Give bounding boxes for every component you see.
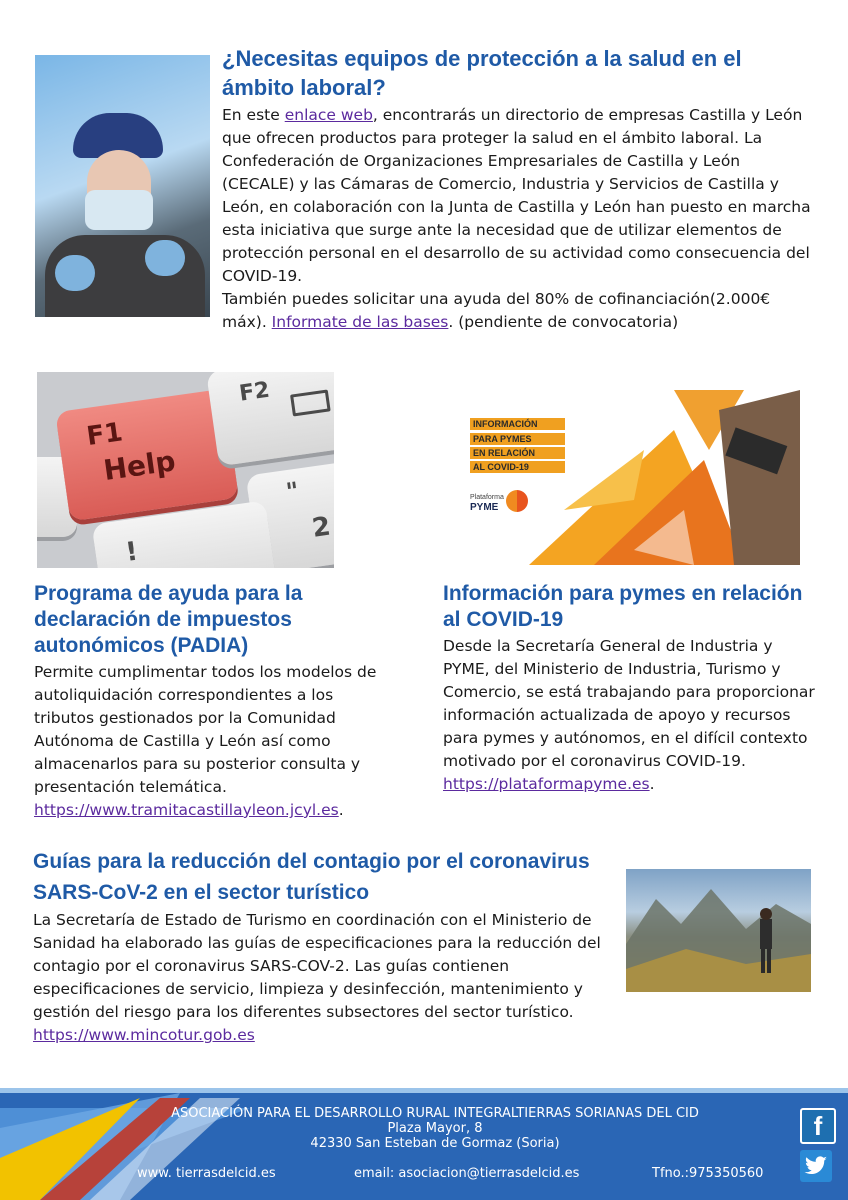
- section-tourism-guides: [33, 846, 618, 1047]
- doctor-photo: [35, 55, 210, 317]
- section-ppe-aid-paragraph: También puedes solicitar una ayuda del 80% de cofinanciación(2.000€ máx). Informate de las bases. (pendiente de convocatoria): [222, 290, 771, 331]
- footer-email[interactable]: email: asociacion@tierrasdelcid.es: [354, 1166, 580, 1181]
- footer-address-line2: 42330 San Esteban de Gormaz (Soria): [310, 1136, 560, 1151]
- facebook-icon[interactable]: f: [800, 1108, 836, 1144]
- section-ppe: [222, 44, 817, 334]
- hiker-mountain-photo: [626, 869, 811, 992]
- section-tourism-title: Guías para la reducción del contagio por el coronavirus SARS-CoV-2 en el sector turístico: [33, 850, 590, 904]
- pyme-covid-graphic: INFORMACIÓN PARA PYMES EN RELACIÓN AL COVID-19 Plataforma PYME: [444, 390, 800, 565]
- section-padia-title: Programa de ayuda para la declaración de impuestos autonómicos (PADIA): [34, 582, 303, 657]
- footer-banner: [0, 1088, 848, 1200]
- section-tourism-paragraph: La Secretaría de Estado de Turismo en coordinación con el Ministerio de Sanidad ha elaborado las guías de especificaciones para la reducción del contagio por el coronavirus SARS-COV-2. Las guías contienen especificaciones de servicio, limpieza y desinfección, mantenimiento y gestión del riesgo para los diferentes subsectores del sector turístico. https://www.mincotur.gob.es: [33, 911, 601, 1044]
- section-ppe-paragraph: En este enlace web, encontrarás un directorio de empresas Castilla y León que ofrecen productos para proteger la salud en el ámbito laboral. La Confederación de Organizaciones Empresariales de Castilla y León (CECALE) y las Cámaras de Comercio, Industria y Servicios de Castilla y León, en colaboración con la Junta de Castilla y León han puesto en marcha esta iniciativa que surge ante la necesidad que de utilizar elementos de protección personal en el desarrollo de su actividad como consecuencia del COVID-19.: [222, 106, 811, 285]
- section-ppe-title: ¿Necesitas equipos de protección a la salud en el ámbito laboral?: [222, 46, 742, 100]
- section-pymes-title: Información para pymes en relación al COVID-19: [443, 582, 803, 631]
- keyboard-help-photo: F1 Help F2 " ! 2: [37, 372, 334, 568]
- footer-phone: Tfno.:975350560: [652, 1166, 764, 1181]
- footer-address-line1: Plaza Mayor, 8: [387, 1121, 483, 1136]
- section-pymes-paragraph: Desde la Secretaría General de Industria y PYME, del Ministerio de Industria, Turismo y Comercio, se está trabajando para proporcionar información actualizada de apoyo y recursos para pymes y autónomos, en el difícil contexto motivado por el coronavirus COVID-19. https://plataformapyme.es.: [443, 637, 815, 793]
- padia-link[interactable]: https://www.tramitacastillayleon.jcyl.es: [34, 801, 339, 819]
- f2-key: F2: [206, 372, 334, 466]
- orange-triangles-graphic: [444, 390, 800, 565]
- help-key: F1 Help: [55, 389, 239, 522]
- section-padia-paragraph: Permite cumplimentar todos los modelos de autoliquidación correspondientes a los tributos gestionados por la Comunidad Autónoma de Castilla y León así como almacenarlos para su posterior consulta y presentación telemática. https://www.tramitacastillayleon.jcyl.es.: [34, 663, 377, 819]
- footer-org-name: ASOCIACIÓN PARA EL DESARROLLO RURAL INTEGRALTIERRAS SORIANAS DEL CID: [171, 1106, 699, 1121]
- footer-website[interactable]: www. tierrasdelcid.es: [137, 1166, 276, 1181]
- ppe-directory-link[interactable]: enlace web: [284, 106, 373, 124]
- section-padia: [34, 581, 394, 822]
- mincotur-link[interactable]: https://www.mincotur.gob.es: [33, 1026, 255, 1044]
- aid-rules-link[interactable]: Informate de las bases: [271, 313, 449, 331]
- pyme-logo-icon: [506, 490, 528, 512]
- plataformapyme-link[interactable]: https://plataformapyme.es: [443, 775, 650, 793]
- section-pymes-info: [443, 581, 818, 796]
- twitter-icon[interactable]: [800, 1150, 832, 1182]
